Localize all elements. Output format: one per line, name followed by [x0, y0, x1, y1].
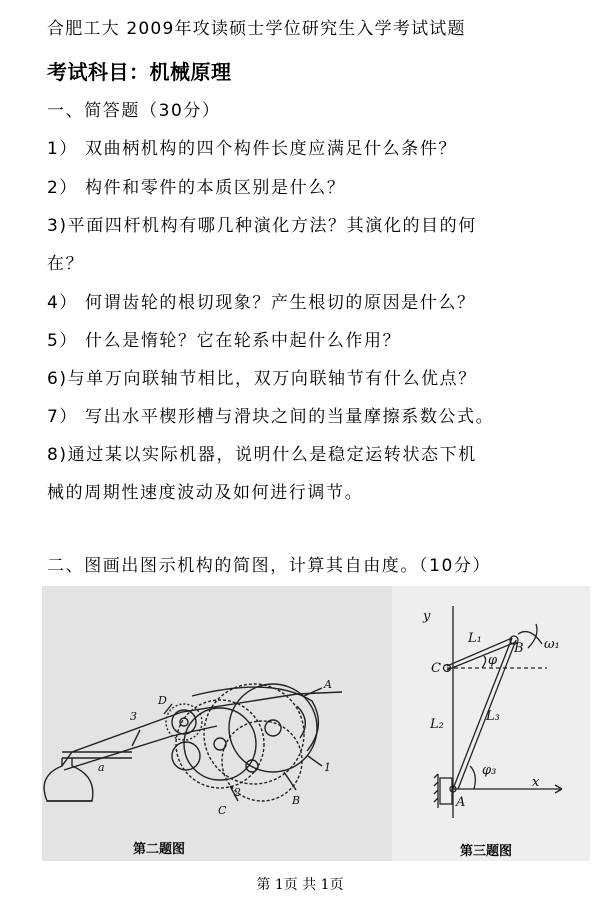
- question-7: 7） 写出水平楔形槽与滑块之间的当量摩擦系数公式。: [47, 407, 495, 427]
- label-L3: L₃: [486, 709, 500, 724]
- section-1-heading: 一、简答题（30分）: [47, 101, 221, 121]
- label-omega1: ω₁: [544, 637, 560, 652]
- label-C-right: C: [431, 661, 441, 676]
- label-C: C: [218, 804, 227, 817]
- question-5: 5） 什么是惰轮？它在轮系中起什么作用？: [47, 331, 402, 351]
- label-L2: L₂: [430, 717, 444, 732]
- question-2: 2） 构件和零件的本质区别是什么？: [47, 178, 346, 198]
- exam-title: 合肥工大 2009年攻读硕士学位研究生入学考试试题: [47, 19, 466, 39]
- figure-panel: [42, 586, 590, 861]
- question-8-cont: 械的周期性速度波动及如何进行调节。: [47, 483, 364, 503]
- label-L1: L₁: [468, 631, 482, 646]
- section-2-heading: 二、图画出图示机构的简图，计算其自由度。（10分）: [47, 556, 492, 576]
- page-footer: 第 1页 共 1页: [256, 877, 344, 893]
- label-B-right: B: [514, 641, 524, 656]
- exam-subject: 考试科目：机械原理: [47, 60, 232, 84]
- question-4: 4） 何谓齿轮的根切现象？产生根切的原因是什么？: [47, 293, 476, 313]
- label-phi: φ: [488, 653, 498, 668]
- label-A: A: [324, 678, 332, 691]
- question-3: 3)平面四杆机构有哪几种演化方法？其演化的目的何: [47, 216, 477, 236]
- label-D: D: [158, 694, 167, 707]
- question-6: 6)与单万向联轴节相比，双万向联轴节有什么优点？: [47, 369, 477, 389]
- label-B: B: [292, 794, 301, 807]
- question-3-cont: 在？: [47, 254, 85, 274]
- figure-3-caption: 第三题图: [460, 844, 513, 859]
- figure-2-caption: 第二题图: [133, 842, 186, 857]
- question-8: 8)通过某以实际机器，说明什么是稳定运转状态下机: [47, 445, 477, 465]
- label-phi3: φ₃: [482, 763, 497, 778]
- question-1: 1） 双曲柄机构的四个构件长度应满足什么条件？: [47, 139, 458, 159]
- label-A-right: A: [456, 795, 466, 810]
- label-3: 3: [130, 710, 137, 723]
- label-y: y: [423, 609, 431, 624]
- label-1: 1: [324, 761, 331, 774]
- label-x: x: [532, 775, 540, 790]
- label-2: 2: [234, 786, 241, 799]
- label-a: a: [98, 761, 105, 774]
